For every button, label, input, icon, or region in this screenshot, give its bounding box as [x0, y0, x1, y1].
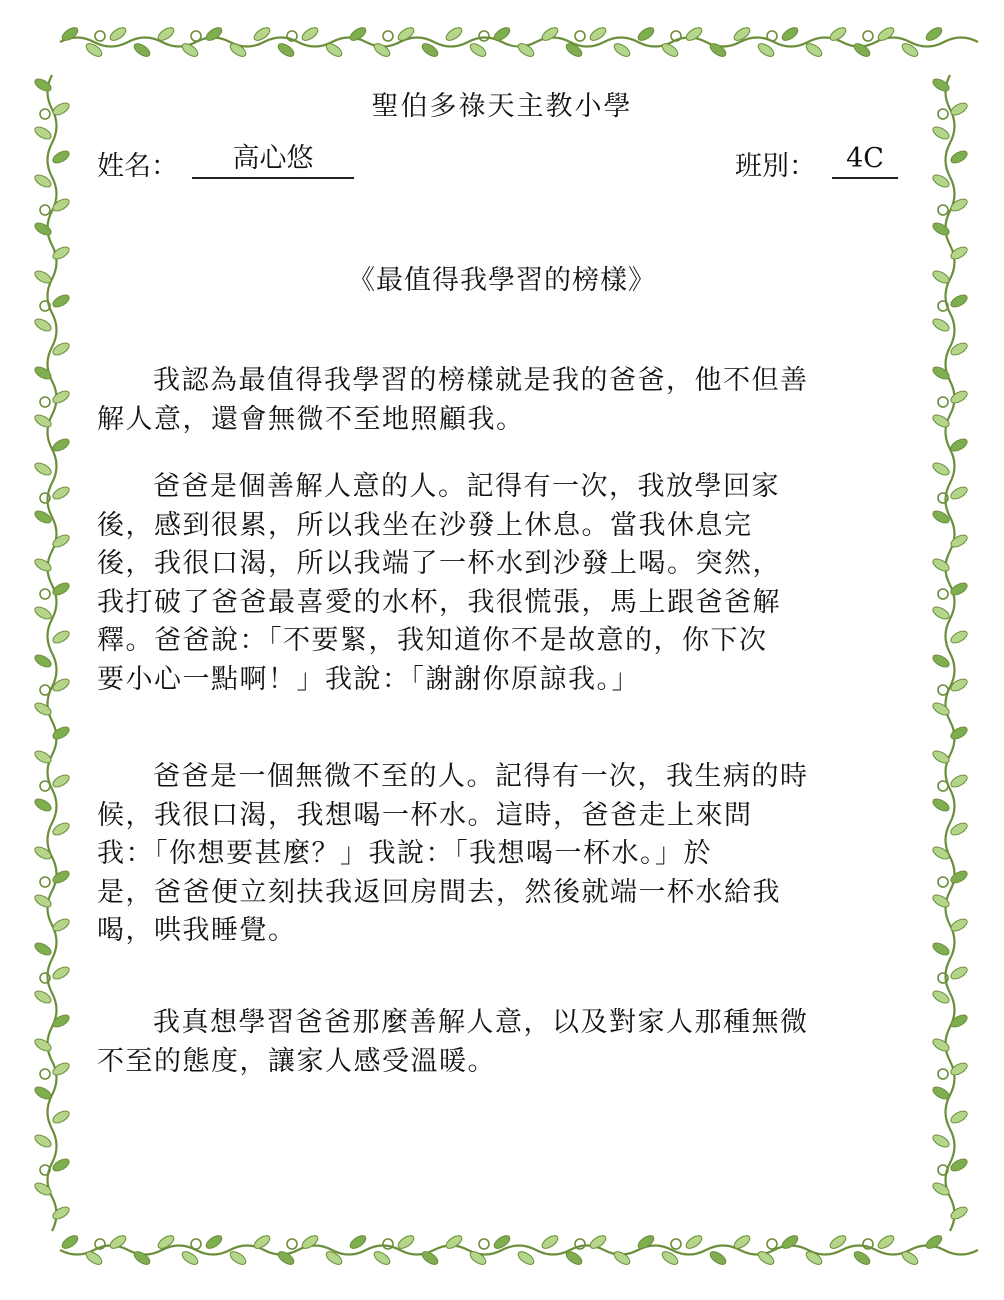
leaf-icon: [33, 365, 53, 382]
tendril-icon: [383, 1239, 393, 1249]
tendril-icon: [575, 1239, 585, 1249]
leaf-icon: [132, 41, 152, 59]
leaf-icon: [931, 605, 951, 622]
text-line: 不至的態度，讓家人感受溫暖。: [97, 1045, 496, 1077]
paragraph-3: [97, 758, 917, 951]
leaf-icon: [51, 533, 71, 550]
leaf-icon: [51, 1109, 71, 1126]
leaf-icon: [540, 1233, 560, 1251]
text-line: 後，感到很累，所以我坐在沙發上休息。當我休息完: [97, 509, 753, 541]
leaf-icon: [51, 677, 71, 694]
leaf-icon: [300, 25, 320, 43]
text-line: 我打破了爸爸最喜愛的水杯，我很慌張，馬上跟爸爸解: [97, 586, 781, 618]
tendril-icon: [938, 397, 948, 407]
leaf-icon: [51, 1013, 71, 1030]
leaf-icon: [931, 797, 951, 814]
leaf-icon: [33, 125, 53, 142]
tendril-icon: [767, 1239, 777, 1249]
leaf-icon: [33, 413, 53, 430]
text-line: 我認為最值得我學習的榜樣就是我的爸爸，他不但善: [153, 365, 809, 396]
leaf-icon: [636, 1233, 656, 1251]
leaf-icon: [468, 41, 488, 59]
essay-title: 《最值得我學習的榜樣》: [348, 265, 656, 296]
leaf-icon: [949, 869, 969, 886]
leaf-icon: [51, 437, 71, 454]
text-line: 後，我很口渴，所以我端了一杯水到沙發上喝。突然，: [97, 548, 781, 579]
leaf-icon: [949, 581, 969, 598]
leaf-icon: [931, 221, 951, 238]
leaf-icon: [780, 25, 800, 43]
text-line: 我真想學習爸爸那麼善解人意，以及對家人那種無微: [153, 1007, 809, 1038]
leaf-icon: [564, 1249, 584, 1267]
text-line: 要小心一點啊！」我說：「謝謝你原諒我。」: [97, 663, 640, 695]
leaf-icon: [33, 845, 53, 862]
tendril-icon: [863, 31, 873, 41]
text-line: 候，我很口渴，我想喝一杯水。這時，爸爸走上來問: [97, 799, 753, 831]
leaf-icon: [51, 821, 71, 838]
leaf-icon: [51, 149, 71, 166]
leaf-icon: [780, 1233, 800, 1251]
tendril-icon: [575, 31, 585, 41]
leaf-icon: [51, 965, 71, 982]
leaf-icon: [931, 365, 951, 382]
leaf-icon: [931, 413, 951, 430]
leaf-icon: [60, 25, 80, 43]
tendril-icon: [938, 685, 948, 695]
tendril-icon: [40, 589, 50, 599]
tendril-icon: [938, 589, 948, 599]
leaf-icon: [348, 1233, 368, 1251]
leaf-icon: [949, 485, 969, 502]
leaf-icon: [396, 1233, 416, 1251]
tendril-icon: [191, 1239, 201, 1249]
leaf-icon: [949, 1205, 969, 1222]
leaf-icon: [931, 125, 951, 142]
leaf-icon: [949, 965, 969, 982]
vine-stem: [48, 75, 57, 1231]
paragraph-4: [97, 1004, 917, 1081]
leaf-icon: [949, 917, 969, 934]
leaf-icon: [51, 581, 71, 598]
leaf-icon: [931, 317, 951, 334]
leaf-icon: [51, 629, 71, 646]
leaf-icon: [51, 917, 71, 934]
leaf-icon: [949, 629, 969, 646]
tendril-icon: [40, 205, 50, 215]
text-line: 我：「你想要甚麼？」我說：「我想喝一杯水。」於: [97, 838, 712, 869]
class-label: 班別：: [735, 151, 816, 182]
tendril-icon: [383, 31, 393, 41]
leaf-icon: [931, 941, 951, 958]
leaf-icon: [204, 1233, 224, 1251]
text-line: 喝，哄我睡覺。: [97, 915, 297, 946]
leaf-icon: [931, 749, 951, 766]
leaf-icon: [33, 1133, 53, 1150]
leaf-icon: [949, 1109, 969, 1126]
leaf-icon: [372, 41, 392, 59]
leaf-icon: [33, 461, 53, 478]
leaf-icon: [756, 41, 776, 59]
leaf-icon: [949, 1013, 969, 1030]
leaf-icon: [931, 845, 951, 862]
tendril-icon: [938, 781, 948, 791]
tendril-icon: [938, 205, 948, 215]
leaf-icon: [33, 221, 53, 238]
leaf-icon: [492, 25, 512, 43]
leaf-icon: [33, 605, 53, 622]
leaf-icon: [949, 677, 969, 694]
leaf-icon: [300, 1233, 320, 1251]
leaf-icon: [636, 25, 656, 43]
leaf-icon: [33, 317, 53, 334]
tendril-icon: [479, 31, 489, 41]
leaf-icon: [949, 389, 969, 406]
leaf-icon: [33, 557, 53, 574]
name-label: 姓名：: [97, 151, 178, 182]
leaf-icon: [804, 41, 824, 59]
leaf-icon: [51, 389, 71, 406]
leaf-icon: [468, 1249, 488, 1267]
leaf-icon: [33, 1037, 53, 1054]
tendril-icon: [40, 397, 50, 407]
tendril-icon: [479, 1239, 489, 1249]
leaf-icon: [540, 25, 560, 43]
leaf-icon: [51, 1205, 71, 1222]
leaf-icon: [949, 533, 969, 550]
vine-stem: [946, 75, 955, 1231]
text-line: 釋。爸爸說：「不要緊，我知道你不是故意的，你下次: [97, 625, 768, 656]
student-name: 高心悠: [192, 141, 354, 179]
text-line: 爸爸是個善解人意的人。記得有一次，我放學回家: [153, 471, 780, 502]
leaf-icon: [60, 1233, 80, 1251]
tendril-icon: [95, 31, 105, 41]
leaf-icon: [228, 1249, 248, 1267]
school-name: 聖伯多祿天主教小學: [371, 91, 633, 122]
leaf-icon: [931, 701, 951, 718]
leaf-icon: [132, 1249, 152, 1267]
leaf-icon: [900, 1249, 920, 1267]
leaf-icon: [708, 41, 728, 59]
text-line: 是，爸爸便立刻扶我返回房間去，然後就端一杯水給我: [97, 876, 781, 908]
leaf-icon: [33, 941, 53, 958]
leaf-icon: [108, 25, 128, 43]
leaf-icon: [949, 197, 969, 214]
leaf-icon: [684, 1233, 704, 1251]
leaf-icon: [33, 701, 53, 718]
leaf-icon: [51, 773, 71, 790]
leaf-icon: [876, 1233, 896, 1251]
leaf-icon: [931, 1181, 951, 1198]
leaf-icon: [931, 1133, 951, 1150]
leaf-icon: [949, 149, 969, 166]
tendril-icon: [767, 31, 777, 41]
leaf-icon: [612, 41, 632, 59]
leaf-icon: [33, 797, 53, 814]
tendril-icon: [191, 31, 201, 41]
leaf-icon: [348, 25, 368, 43]
tendril-icon: [40, 685, 50, 695]
tendril-icon: [938, 1069, 948, 1079]
leaf-icon: [33, 653, 53, 670]
leaf-icon: [51, 869, 71, 886]
leaf-icon: [612, 1249, 632, 1267]
leaf-icon: [931, 1085, 951, 1102]
leaf-icon: [180, 1249, 200, 1267]
tendril-icon: [40, 1069, 50, 1079]
leaf-icon: [949, 437, 969, 454]
class-value: 4C: [832, 141, 898, 179]
paragraph-1: [97, 362, 917, 439]
leaf-icon: [949, 773, 969, 790]
leaf-icon: [204, 25, 224, 43]
tendril-icon: [287, 1239, 297, 1249]
leaf-icon: [516, 1249, 536, 1267]
leaf-icon: [324, 41, 344, 59]
leaf-icon: [756, 1249, 776, 1267]
tendril-icon: [938, 877, 948, 887]
tendril-icon: [671, 1239, 681, 1249]
leaf-icon: [33, 1181, 53, 1198]
leaf-icon: [949, 821, 969, 838]
leaf-icon: [924, 25, 944, 43]
leaf-icon: [33, 1085, 53, 1102]
leaf-icon: [708, 1249, 728, 1267]
leaf-icon: [931, 653, 951, 670]
leaf-icon: [156, 25, 176, 43]
leaf-icon: [852, 1249, 872, 1267]
text-line: 解人意，還會無微不至地照顧我。: [97, 403, 525, 435]
leaf-icon: [732, 1233, 752, 1251]
text-line: 爸爸是一個無微不至的人。記得有一次，我生病的時: [153, 761, 809, 792]
tendril-icon: [40, 877, 50, 887]
leaf-icon: [931, 461, 951, 478]
leaf-icon: [876, 25, 896, 43]
leaf-icon: [51, 197, 71, 214]
leaf-icon: [372, 1249, 392, 1267]
leaf-icon: [931, 557, 951, 574]
leaf-icon: [228, 41, 248, 59]
tendril-icon: [40, 781, 50, 791]
leaf-icon: [33, 749, 53, 766]
leaf-icon: [931, 1037, 951, 1054]
leaf-icon: [84, 1249, 104, 1267]
leaf-icon: [444, 25, 464, 43]
leaf-icon: [588, 25, 608, 43]
leaf-icon: [276, 41, 296, 59]
leaf-icon: [51, 485, 71, 502]
paragraph-2: [97, 468, 917, 699]
